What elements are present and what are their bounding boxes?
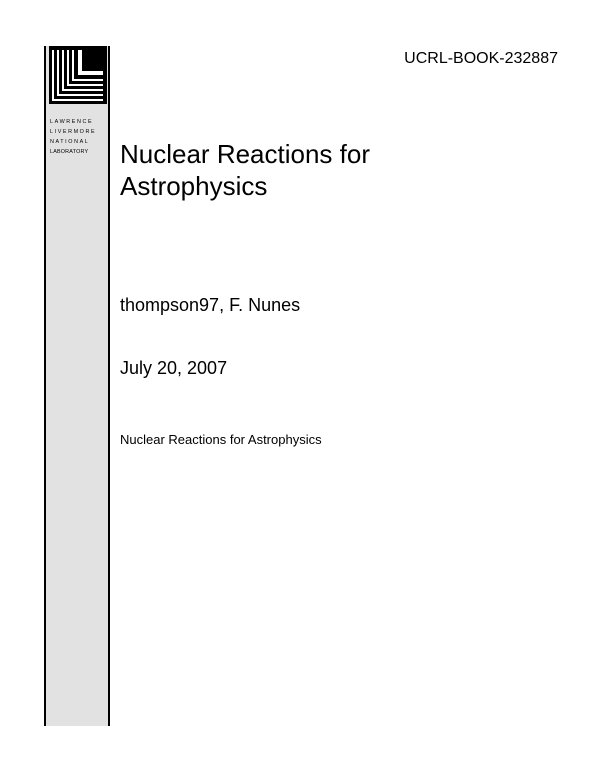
subject-line: Nuclear Reactions for Astrophysics: [120, 432, 322, 447]
lab-name-line-4: LABORATORY: [50, 149, 89, 155]
llnl-logo-mark-icon: [49, 46, 107, 104]
lab-name-line-3: NATIONAL: [50, 139, 90, 145]
lab-sidebar: [44, 46, 110, 726]
llnl-logo: [49, 46, 107, 104]
title-line-1: Nuclear Reactions for: [120, 139, 370, 169]
authors: thompson97, F. Nunes: [120, 295, 301, 315]
document-title: [120, 138, 560, 202]
lab-name-line-2: LIVERMORE: [50, 129, 97, 135]
lab-name: [50, 117, 108, 157]
lab-name-line-1: LAWRENCE: [50, 119, 94, 125]
title-line-2: Astrophysics: [120, 171, 268, 201]
publication-date: July 20, 2007: [120, 358, 228, 378]
report-id: UCRL-BOOK-232887: [404, 50, 558, 67]
